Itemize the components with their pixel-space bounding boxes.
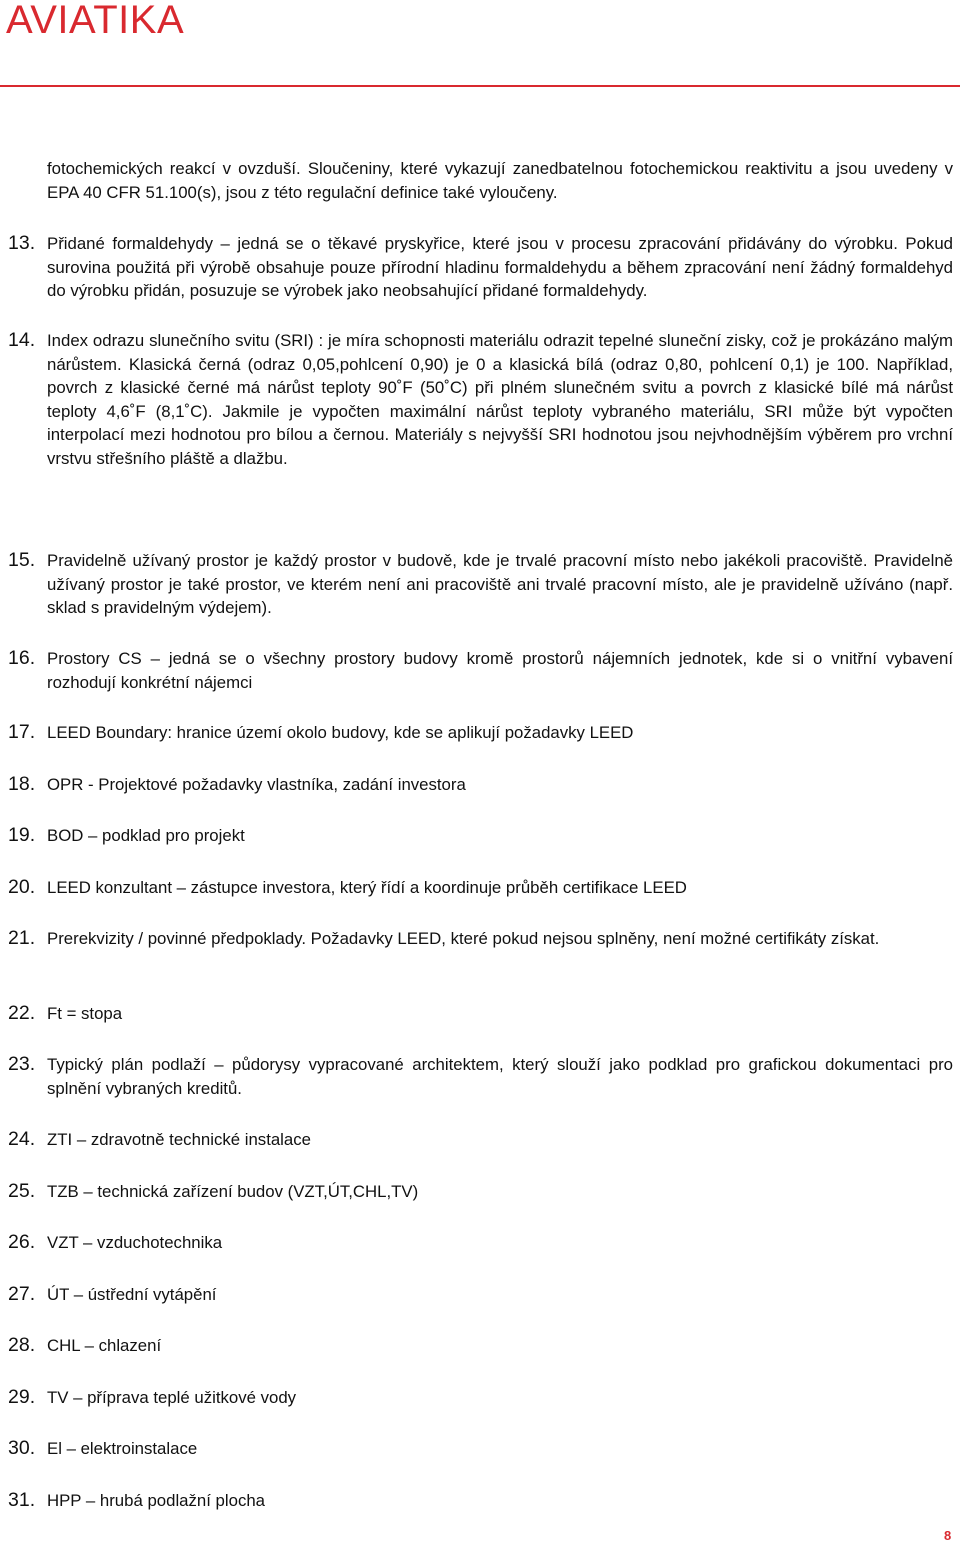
list-item-27: [0, 1283, 953, 1307]
list-item-24: [0, 1128, 953, 1152]
item-text: VZT – vzduchotechnika: [47, 1233, 223, 1252]
item-number: 22.: [8, 1002, 36, 1024]
page-number: 8: [944, 1528, 952, 1543]
item-text: CHL – chlazení: [47, 1336, 162, 1355]
list-item-26: [0, 1231, 953, 1255]
item-number: 31.: [8, 1489, 36, 1511]
item-number: 16.: [8, 647, 36, 669]
item-number: 19.: [8, 824, 36, 846]
item-text: OPR - Projektové požadavky vlastníka, zadání investora: [47, 775, 466, 794]
item-text: Prerekvizity / povinné předpoklady. Požadavky LEED, které pokud nejsou splněny, není možné certifikáty získat.: [47, 929, 880, 948]
item-number: 25.: [8, 1180, 36, 1202]
list-item-17: [0, 721, 953, 745]
item-text: HPP – hrubá podlažní plocha: [47, 1491, 266, 1510]
item-number: 30.: [8, 1437, 36, 1459]
item-text: LEED konzultant – zástupce investora, který řídí a koordinuje průběh certifikace LEED: [47, 878, 687, 897]
list-item-28: [0, 1334, 953, 1358]
item-text: BOD – podklad pro projekt: [47, 826, 245, 845]
item-text: Přidané formaldehydy – jedná se o těkavé pryskyřice, které jsou v procesu zpracování přidávány do výrobku. Pokud surovina použitá při výrobě obsahuje pouze přírodní hladinu formaldehydu a během zpracování není žádný formaldehyd do výrobku přidán, posuzuje se výrobek jako neobsahující přidané formaldehydy.: [47, 234, 953, 300]
list-item-15: [0, 549, 953, 620]
brand-logo-text: AVIATIKA: [6, 0, 185, 42]
list-item-19: [0, 824, 953, 848]
item-number: 18.: [8, 773, 36, 795]
item-text: Ft = stopa: [47, 1004, 123, 1023]
list-item-23: [0, 1053, 953, 1100]
list-item-21: [0, 927, 953, 951]
list-item-14: [0, 329, 953, 470]
list-item-16: [0, 647, 953, 694]
item-number: 21.: [8, 927, 36, 949]
list-item-22: [0, 1002, 953, 1026]
list-item-25: [0, 1180, 953, 1204]
list-item-18: [0, 773, 953, 797]
item-text: TZB – technická zařízení budov (VZT,ÚT,CHL,TV): [47, 1182, 419, 1201]
item-text: ZTI – zdravotně technické instalace: [47, 1130, 311, 1149]
item-number: 15.: [8, 549, 36, 571]
item-number: 27.: [8, 1283, 36, 1305]
page-header: [0, 0, 960, 90]
item-text: LEED Boundary: hranice území okolo budovy, kde se aplikují požadavky LEED: [47, 723, 634, 742]
item-text: Pravidelně užívaný prostor je každý prostor v budově, kde je trvalé pracovní místo nebo jakékoli pracoviště. Pravidelně užívaný prostor je také prostor, ve kterém není ani pracoviště ani trvalé pracovní místo, ale je pravidelně užíváno (např. sklad s pravidelným výdejem).: [47, 551, 953, 617]
list-item-29: [0, 1386, 953, 1410]
item-number: 24.: [8, 1128, 36, 1150]
item-number: 29.: [8, 1386, 36, 1408]
item-number: 14.: [8, 329, 36, 351]
item-text: TV – příprava teplé užitkové vody: [47, 1388, 297, 1407]
item-number: 26.: [8, 1231, 36, 1253]
list-item-30: [0, 1437, 953, 1461]
item-text: ÚT – ústřední vytápění: [47, 1285, 217, 1304]
item-text: El – elektroinstalace: [47, 1439, 198, 1458]
item-number: 13.: [8, 232, 36, 254]
item-text: Index odrazu slunečního svitu (SRI) : je míra schopnosti materiálu odrazit tepelné sluneční zisky, což je prokázáno malým nárůstem. Klasická černá (odraz 0,05,pohlcení 0,90) je 0 a klasická bílá (odraz 0,80, pohlcení 0,1) je 100. Například, povrch z klasické černé má nárůst teploty 90˚F (50˚C) při plném slunečném svitu a povrch z klasické bílé má nárůst teploty 4,6˚F (8,1˚C). Jakmile je vypočten maximální nárůst teploty vybraného materiálu, SRI může být vypočten interpolací mezi hodnotou pro bílou a černou. Materiály s nejvyšší SRI hodnotou jsou nejvhodnějším výběrem pro vrchní vrstvu střešního pláště a dlažbu.: [47, 331, 953, 468]
list-item-20: [0, 876, 953, 900]
item-number: 17.: [8, 721, 36, 743]
intro-paragraph: fotochemických reakcí v ovzduší. Sloučeniny, které vykazují zanedbatelnou fotochemickou reaktivitu a jsou uvedeny v EPA 40 CFR 51.100(s), jsou z této regulační definice také vyloučeny.: [47, 159, 953, 202]
item-text: Typický plán podlaží – půdorysy vypracované architektem, který slouží jako podklad pro grafickou dokumentaci pro splnění vybraných kreditů.: [47, 1055, 953, 1098]
list-item-31: [0, 1489, 953, 1513]
header-divider: [0, 85, 960, 87]
item-number: 28.: [8, 1334, 36, 1356]
list-item-13: [0, 232, 953, 303]
item-number: 20.: [8, 876, 36, 898]
item-number: 23.: [8, 1053, 36, 1075]
item-text: Prostory CS – jedná se o všechny prostory budovy kromě prostorů nájemních jednotek, kde si o vnitřní vybavení rozhodují konkrétní nájemci: [47, 649, 953, 692]
